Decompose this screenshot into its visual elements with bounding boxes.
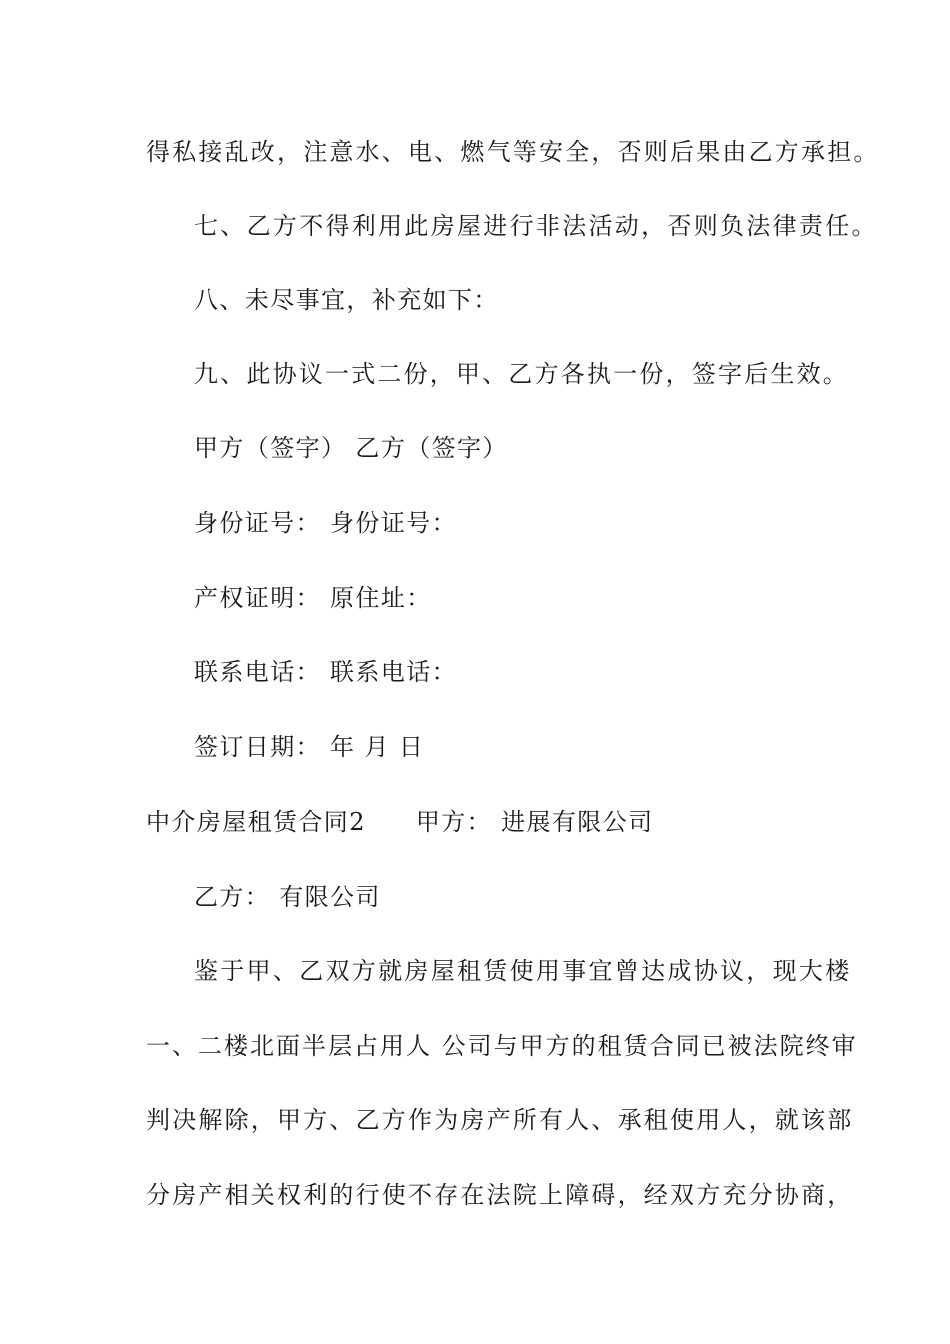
signature-line: 甲方（签字） 乙方（签字） [194, 434, 508, 462]
paragraph-line: 得私接乱改，注意水、电、燃气等安全，否则后果由乙方承担。 [146, 138, 880, 166]
body-line: 一、二楼北面半层占用人 公司与甲方的租赁合同已被法院终审 [146, 1032, 858, 1060]
party-b: 乙方： 有限公司 [194, 883, 381, 911]
contract-heading [146, 808, 654, 836]
contract-title: 中介房屋租赁合同2 [146, 808, 366, 836]
body-line: 分房产相关权利的行使不存在法院上障碍，经双方充分协商， [146, 1181, 854, 1209]
party-a: 甲方： 进展有限公司 [415, 808, 654, 836]
body-line: 鉴于甲、乙双方就房屋租赁使用事宜曾达成协议，现大楼 [194, 957, 852, 985]
sign-date-line: 签订日期： 年 月 日 [194, 733, 425, 761]
body-line: 判决解除，甲方、乙方作为房产所有人、承租使用人，就该部 [146, 1106, 854, 1134]
clause-9: 九、此协议一式二份，甲、乙方各执一份，签字后生效。 [194, 360, 849, 388]
property-proof-line: 产权证明： 原住址： [194, 584, 432, 612]
id-number-line: 身份证号： 身份证号： [194, 509, 458, 537]
clause-7: 七、乙方不得利用此房屋进行非法活动，否则负法律责任。 [194, 212, 878, 240]
phone-line: 联系电话： 联系电话： [194, 658, 458, 686]
clause-8: 八、未尽事宜，补充如下： [194, 286, 499, 314]
